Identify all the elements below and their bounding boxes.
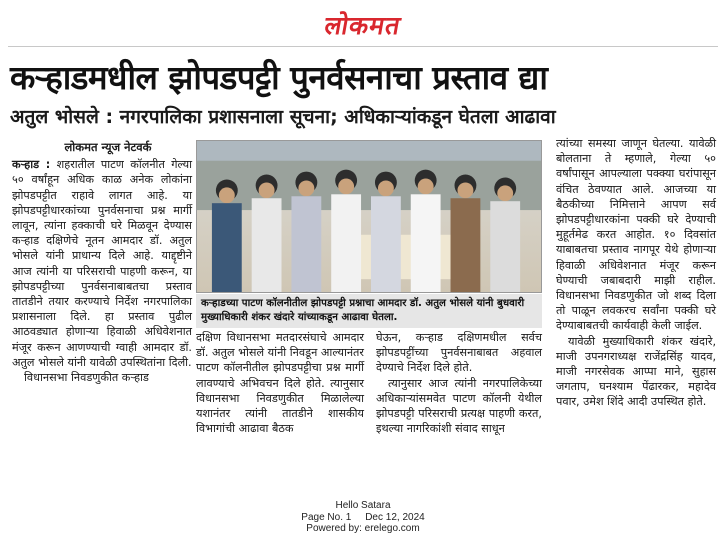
headline: कऱ्हाडमधील झोपडपट्टी पुनर्वसनाचा प्रस्ताव द्या <box>10 58 548 97</box>
article-paragraph: घेऊन, कऱ्हाड दक्षिणमधील सर्वच झोपडपट्टींच्या पुनर्वसनाबाबत अहवाल देण्याचे निर्देश दिले होते. <box>376 331 542 375</box>
article-column-4 <box>556 136 716 410</box>
photo-illustration <box>197 141 541 292</box>
article-column-3 <box>376 330 542 436</box>
dateline: कऱ्हाड : <box>12 158 51 172</box>
news-photo <box>196 140 542 293</box>
footer-powered-by: Powered by: erelego.com <box>306 523 420 534</box>
article-text: शहरातील पाटण कॉलनीत गेल्या ५० वर्षांहून अधिक काळ अनेक लोकांना झोपडपट्टीत राहावे लागत आहे. या झोपडपट्टीधारकांच्या पुनर्वसनाचा प्रश्न मार्गी लावून, त्यांना हक्काची घरे मिळवून देण्यास कऱ्हाड दक्षिणेचे नूतन आमदार डॉ. अतुल भोसले यांनी प्राधान्य दिले आहे. याद्दृष्टीने आज त्यांनी या परिसराची पाहणी करून, या झोपडपट्टीच्या पुनर्वसनाबाबतचा प्रस्ताव तातडीने तयार करण्याचे निर्देश नगरपालिका प्रशासनाला दिले. हा प्रस्ताव पुढील आठवड्यात होणाऱ्या हिवाळी अधिवेशनात मंजूर करून आणण्याची ग्वाही आमदार डॉ. अतुल भोसले यांनी यावेळी उपस्थितांना दिली. <box>12 158 192 369</box>
article-paragraph: यावेळी मुख्याधिकारी शंकर खंदारे, माजी उपनगराध्यक्ष राजेंद्रसिंह यादव, माजी नगरसेवक आप्पा माने, सुहास जगताप, घनश्याम पेंढारकर, महादेव पवार, उमेश शिंदे आदी उपस्थित होते. <box>556 334 716 409</box>
article-paragraph: त्यांच्या समस्या जाणून घेतल्या. यावेळी बोलताना ते म्हणाले, गेल्या ५० वर्षांपासून आपल्याला पक्क्या घरांपासून वंचित ठेवण्यात आले. आजच्या या बैठकीच्या निमित्ताने आपण सर्व झोपडपट्टीधारकांना पक्की घरे देण्याची मुहूर्तमेढ करत आहोत. १० दिवसांत याबाबतचा प्रस्ताव नागपूर येथे होणाऱ्या हिवाळी अधिवेशनात मंजूर करून घेण्याची जबाबदारी माझी राहील. विधानसभा निवडणुकीत जो शब्द दिला तो पाळून लवकरच सर्वांना पक्की घरे देण्याबाबतची कार्यवाही केली जाईल. <box>556 137 716 333</box>
article-paragraph <box>12 157 192 370</box>
footer-publication: Hello Satara <box>335 500 391 511</box>
photo-caption: कऱ्हाडच्या पाटण कॉलनीतील झोपडपट्टी प्रश्नाचा आमदार डॉ. अतुल भोसले यांनी बुधवारी मुख्याधिकारी शंकर खंदारे यांच्याकडून आढावा घेतला. <box>196 294 542 328</box>
article-column-2 <box>196 330 364 436</box>
footer-page-date: Page No. 1 Dec 12, 2024 <box>301 511 425 523</box>
masthead <box>0 8 726 42</box>
lokmat-logo: लोकमत <box>322 11 404 40</box>
article-column-1 <box>12 140 192 385</box>
article-paragraph: त्यानुसार आज त्यांनी नगरपालिकेच्या अधिकाऱ्यांसमवेत पाटण कॉलनी येथील झोपडपट्टी परिसराची प्रत्यक्ष पाहणी करत, इथल्या नागरिकांशी संवाद साधून <box>376 376 542 436</box>
subheadline: अतुल भोसले : नगरपालिका प्रशासनाला सूचना; अधिकाऱ्यांकडून घेतला आढावा <box>10 106 556 128</box>
byline: लोकमत न्यूज नेटवर्क <box>64 140 152 154</box>
page-footer <box>0 500 726 535</box>
article-paragraph: विधानसभा निवडणुकीत कऱ्हाड <box>24 371 149 385</box>
header-divider <box>8 46 718 47</box>
article-paragraph: दक्षिण विधानसभा मतदारसंघाचे आमदार डॉ. अतुल भोसले यांनी निवडून आल्यानंतर पाटण कॉलनीतील झोपडपट्टीचा प्रश्न मार्गी लावण्याचे अभिवचन दिले होते. त्यानुसार विधानसभा निवडणुकीत मिळालेल्या यशानंतर त्यांनी तातडीने शासकीय विभागांची आढावा बैठक <box>196 331 364 436</box>
